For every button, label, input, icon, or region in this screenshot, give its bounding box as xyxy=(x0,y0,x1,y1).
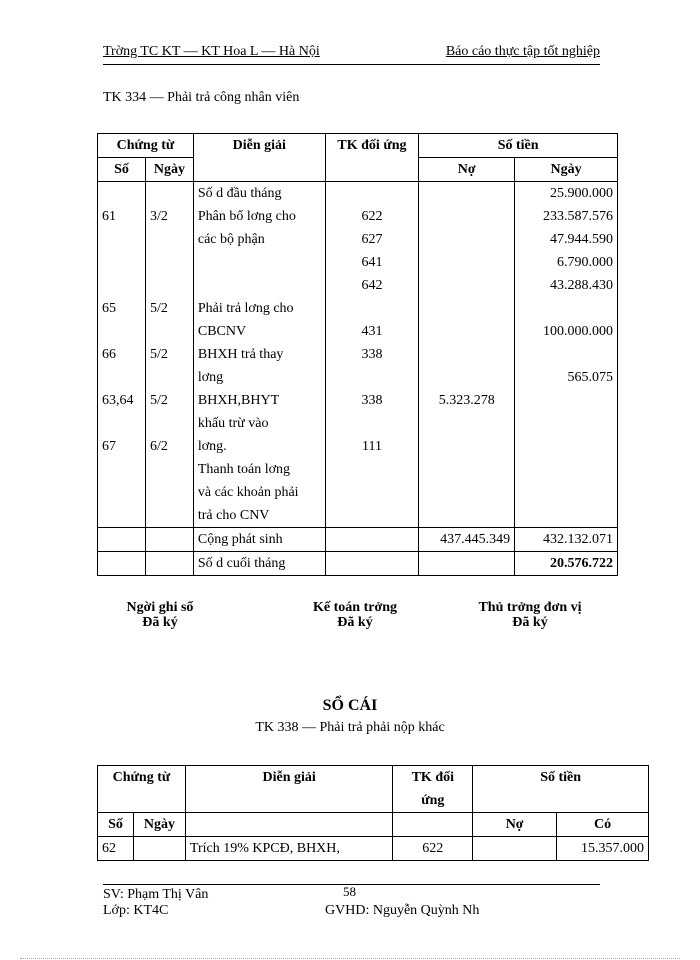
body-line: 5/2 xyxy=(149,301,168,316)
col-counter-account: TK đối ứng xyxy=(325,134,419,182)
body-line: các bộ phận xyxy=(197,232,265,247)
body-line xyxy=(519,412,613,435)
body-line xyxy=(423,504,510,527)
body-line xyxy=(150,274,189,297)
body-line: trả cho CNV xyxy=(197,508,270,523)
body-line xyxy=(102,504,141,527)
body-line xyxy=(102,228,141,251)
col-voucher: Chứng từ xyxy=(98,134,194,158)
body-line: 642 xyxy=(361,278,383,293)
footer-student: SV: Phạm Thị Vân xyxy=(103,887,209,902)
body-line xyxy=(102,274,141,297)
signature-unit-head xyxy=(455,600,605,630)
closing-label: Số d cuối tháng xyxy=(193,552,325,576)
ledger-title: SỔ CÁI xyxy=(322,697,378,714)
closing-row xyxy=(98,552,618,576)
body-line xyxy=(519,389,613,412)
body-line: Số d đầu tháng xyxy=(197,186,282,201)
body-line xyxy=(330,297,415,320)
signature-recorder xyxy=(100,600,220,630)
body-line: 233.587.576 xyxy=(543,209,613,224)
header-school: Trờng TC KT — KT Hoa L — Hà Nội xyxy=(103,44,320,59)
table-header-row xyxy=(98,766,649,813)
closing-credit: 20.576.722 xyxy=(515,552,618,576)
table-row: 62 Trích 19% KPCĐ, BHXH, 622 15.357.000 xyxy=(98,837,649,861)
body-line xyxy=(330,366,415,389)
body-line xyxy=(150,458,189,481)
signature-role: Kế toán trởng xyxy=(313,600,397,615)
body-line xyxy=(423,481,510,504)
total-row xyxy=(98,528,618,552)
body-col-credit xyxy=(515,182,618,528)
body-line xyxy=(150,366,189,389)
body-line: Phải trả lơng cho xyxy=(197,301,294,316)
body-line xyxy=(102,481,141,504)
col-description: Diễn giải xyxy=(193,134,325,182)
body-line xyxy=(423,343,510,366)
body-line: 25.900.000 xyxy=(550,186,613,201)
body-line xyxy=(423,274,510,297)
body-line xyxy=(519,435,613,458)
body-line: 111 xyxy=(361,439,382,454)
col-number: Số xyxy=(98,158,146,182)
body-line xyxy=(102,251,141,274)
body-line xyxy=(519,297,613,320)
body-line: 66 xyxy=(102,347,116,362)
body-line xyxy=(150,412,189,435)
footer-class: Lớp: KT4C xyxy=(103,903,169,918)
table-body xyxy=(98,182,618,528)
body-line xyxy=(150,228,189,251)
body-col-debit xyxy=(419,182,515,528)
body-line: 565.075 xyxy=(567,370,613,385)
total-debit: 437.445.349 xyxy=(419,528,515,552)
body-line: 63,64 xyxy=(102,393,134,408)
body-line xyxy=(519,458,613,481)
body-line xyxy=(519,504,613,527)
body-line: 43.288.430 xyxy=(550,278,613,293)
body-line xyxy=(423,366,510,389)
body-line: 338 xyxy=(361,393,383,408)
body-line xyxy=(102,182,141,205)
body-col-number xyxy=(98,182,146,528)
signature-role: Thủ trởng đơn vị xyxy=(478,600,582,615)
body-line xyxy=(423,297,510,320)
signature-status: Đã ký xyxy=(512,615,548,630)
ledger-table-334 xyxy=(97,133,618,576)
signature-status: Đã ký xyxy=(337,615,373,630)
body-line: 6/2 xyxy=(149,439,168,454)
total-label: Cộng phát sinh xyxy=(193,528,325,552)
account-334-title: TK 334 — Phải trả công nhân viên xyxy=(103,90,300,105)
body-line xyxy=(423,320,510,343)
body-line: BHXH trả thay xyxy=(197,347,284,362)
body-line xyxy=(423,205,510,228)
body-line xyxy=(330,412,415,435)
body-line xyxy=(423,435,510,458)
body-line: CBCNV xyxy=(197,324,247,339)
body-col-date xyxy=(145,182,193,528)
body-line xyxy=(150,251,189,274)
body-line: BHXH,BHYT xyxy=(197,393,280,408)
body-line xyxy=(423,228,510,251)
total-credit: 432.132.071 xyxy=(515,528,618,552)
body-line xyxy=(423,412,510,435)
col-credit: Ngày xyxy=(515,158,618,182)
body-line: 65 xyxy=(102,301,116,316)
body-line: Thanh toán lơng xyxy=(197,462,291,477)
body-line xyxy=(102,412,141,435)
body-line: 5/2 xyxy=(149,393,168,408)
body-line xyxy=(150,481,189,504)
body-line xyxy=(423,182,510,205)
col-counter-account: TK đối ứng xyxy=(393,766,473,813)
body-line xyxy=(150,504,189,527)
signature-role: Ngời ghi sổ xyxy=(126,600,194,615)
body-line xyxy=(423,251,510,274)
body-line: 100.000.000 xyxy=(543,324,613,339)
page-number: 58 xyxy=(343,884,356,899)
body-line xyxy=(519,481,613,504)
body-col-description xyxy=(193,182,325,528)
col-credit: Có xyxy=(557,813,649,837)
signature-status: Đã ký xyxy=(142,615,178,630)
col-amount: Số tiền xyxy=(419,134,618,158)
body-col-counter-account xyxy=(325,182,419,528)
body-line: 431 xyxy=(361,324,383,339)
body-line: 338 xyxy=(361,347,383,362)
body-line: lơng. xyxy=(197,439,227,454)
col-debit: Nợ xyxy=(473,813,557,837)
page-header xyxy=(103,44,600,65)
body-line xyxy=(330,458,415,481)
body-line xyxy=(150,320,189,343)
body-line xyxy=(102,458,141,481)
col-description: Diễn giải xyxy=(185,766,392,813)
body-line: 6.790.000 xyxy=(557,255,613,270)
col-debit: Nợ xyxy=(419,158,515,182)
body-line: 3/2 xyxy=(149,209,168,224)
body-line: 622 xyxy=(361,209,383,224)
body-line: 47.944.590 xyxy=(550,232,613,247)
body-line: lơng xyxy=(197,370,224,385)
body-line xyxy=(423,458,510,481)
header-report-title: Báo cáo thực tập tốt nghiệp xyxy=(445,44,600,59)
body-line xyxy=(150,182,189,205)
body-line: 5/2 xyxy=(149,347,168,362)
body-line: 5.323.278 xyxy=(438,393,495,408)
body-line xyxy=(102,366,141,389)
body-line: 641 xyxy=(361,255,383,270)
body-line xyxy=(330,182,415,205)
body-line xyxy=(519,343,613,366)
footer-advisor: GVHD: Nguyễn Quỳnh Nh xyxy=(325,903,480,918)
signature-chief-accountant xyxy=(280,600,430,630)
body-line xyxy=(330,481,415,504)
account-338-title: TK 338 — Phải trả phải nộp khác xyxy=(255,720,445,735)
col-amount: Số tiền xyxy=(473,766,649,813)
body-line xyxy=(102,320,141,343)
col-date: Ngày xyxy=(145,158,193,182)
table-header-row xyxy=(98,134,618,158)
body-line xyxy=(330,504,415,527)
col-voucher: Chứng từ xyxy=(98,766,186,813)
col-date: Ngày xyxy=(133,813,185,837)
body-line: và các khoản phải xyxy=(197,485,299,500)
body-line: 61 xyxy=(102,209,116,224)
body-line: 627 xyxy=(361,232,383,247)
body-line: Phân bổ lơng cho xyxy=(197,209,296,224)
ledger-table-338 xyxy=(97,765,649,861)
page-bottom-divider xyxy=(20,958,680,959)
body-line: 67 xyxy=(102,439,116,454)
body-line: khấu trừ vào xyxy=(197,416,269,431)
body-line xyxy=(198,274,321,297)
body-line xyxy=(198,251,321,274)
col-number: Số xyxy=(98,813,134,837)
table-subheader-row xyxy=(98,813,649,837)
